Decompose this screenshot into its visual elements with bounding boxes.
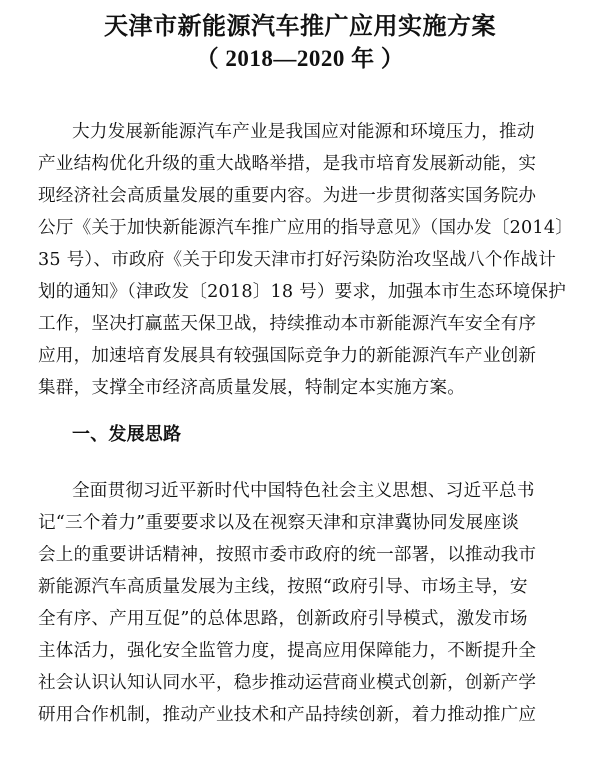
intro-line: 工作，坚决打赢蓝天保卫战，持续推动本市新能源汽车安全有序 bbox=[38, 314, 537, 334]
intro-line: 划的通知》（津政发〔2018〕18 号）要求，加强本市生态环境保护 bbox=[38, 282, 566, 302]
section-line: 研用合作机制，推动产业技术和产品持续创新，着力推动推广应 bbox=[38, 705, 537, 725]
section-line: 社会认识认知认同水平，稳步推动运营商业模式创新，创新产学 bbox=[38, 673, 537, 693]
section-line: 全有序、产用互促”的总体思路，创新政府引导模式，激发市场 bbox=[38, 609, 528, 629]
intro-line: 集群，支撑全市经济高质量发展，特制定本实施方案。 bbox=[38, 378, 466, 398]
section-line: 会上的重要讲话精神，按照市委市政府的统一部署，以推动我市 bbox=[38, 545, 537, 565]
intro-line: 产业结构优化升级的重大战略举措，是我市培育发展新动能，实 bbox=[38, 154, 537, 174]
section-line: 全面贯彻习近平新时代中国特色社会主义思想、习近平总书 bbox=[72, 481, 535, 501]
section-heading: 一、发展思路 bbox=[72, 424, 182, 445]
intro-line: 应用，加速培育发展具有较强国际竞争力的新能源汽车产业创新 bbox=[38, 346, 537, 366]
intro-line: 35 号）、市政府《关于印发天津市打好污染防治攻坚战八个作战计 bbox=[38, 250, 557, 270]
document-subtitle: （ 2018—2020 年 ） bbox=[195, 46, 405, 71]
intro-line: 现经济社会高质量发展的重要内容。为进一步贯彻落实国务院办 bbox=[38, 186, 537, 206]
section-line: 主体活力，强化安全监管力度，提高应用保障能力，不断提升全 bbox=[38, 641, 537, 661]
section-line: 记“三个着力”重要要求以及在视察天津和京津冀协同发展座谈 bbox=[38, 513, 520, 533]
intro-line: 公厅《关于加快新能源汽车推广应用的指导意见》（国办发〔2014〕 bbox=[38, 218, 574, 238]
section-line: 新能源汽车高质量发展为主线，按照“政府引导、市场主导，安 bbox=[38, 577, 528, 597]
document-title: 天津市新能源汽车推广应用实施方案 bbox=[104, 12, 496, 40]
intro-line: 大力发展新能源汽车产业是我国应对能源和环境压力，推动 bbox=[72, 122, 535, 142]
